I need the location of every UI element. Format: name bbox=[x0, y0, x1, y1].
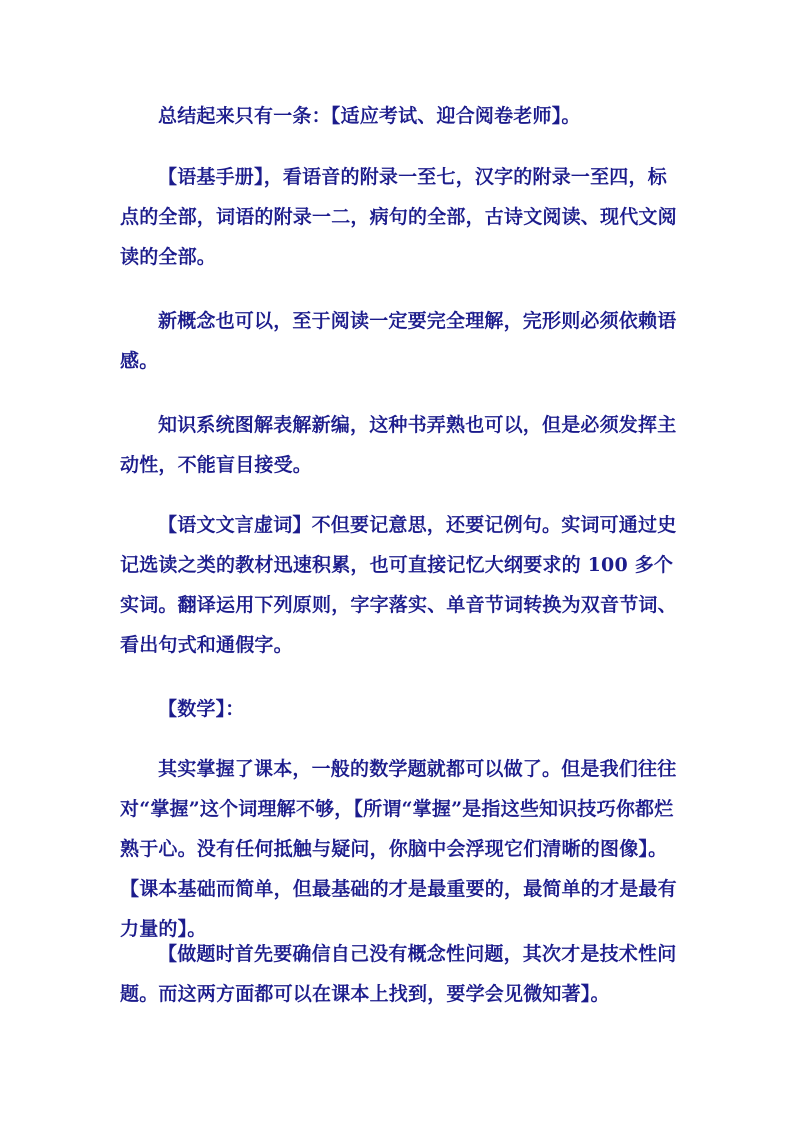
paragraph-math-textbook: 其实掌握了课本，一般的数学题就都可以做了。但是我们往往对“掌握”这个词理解不够，【所谓“掌握”是指这些知识技巧你都烂熟于心。没有任何抵触与疑问，你脑中会浮现它们清晰的图像】。【课本基础而简单，但最基础的才是最重要的，最简单的才是最有力量的】。 bbox=[120, 758, 677, 940]
paragraph-new-concept: 新概念也可以，至于阅读一定要完全理解，完形则必须依赖语感。 bbox=[120, 310, 677, 372]
paragraph-math-heading: 【数学】： bbox=[158, 698, 245, 720]
paragraph-classical-chinese: 【语文文言虚词】不但要记意思，还要记例句。实词可通过史记选读之类的教材迅速积累，也可直接记忆大纲要求的 100 多个实词。翻译运用下列原则，字字落实、单音节词转换为双音节词、看出句式和通假字。 bbox=[120, 514, 677, 656]
paragraph-chinese-handbook: 【语基手册】，看语音的附录一至七，汉字的附录一至四，标点的全部，词语的附录一二，病句的全部，古诗文阅读、现代文阅读的全部。 bbox=[120, 166, 677, 268]
paragraph-knowledge-system: 知识系统图解表解新编，这种书弄熟也可以，但是必须发挥主动性，不能盲目接受。 bbox=[120, 414, 677, 476]
paragraph-summary: 总结起来只有一条：【适应考试、迎合阅卷老师】。 bbox=[158, 105, 581, 127]
paragraph-problem-solving: 【做题时首先要确信自己没有概念性问题，其次才是技术性问题。而这两方面都可以在课本上找到，要学会见微知著】。 bbox=[120, 943, 677, 1005]
